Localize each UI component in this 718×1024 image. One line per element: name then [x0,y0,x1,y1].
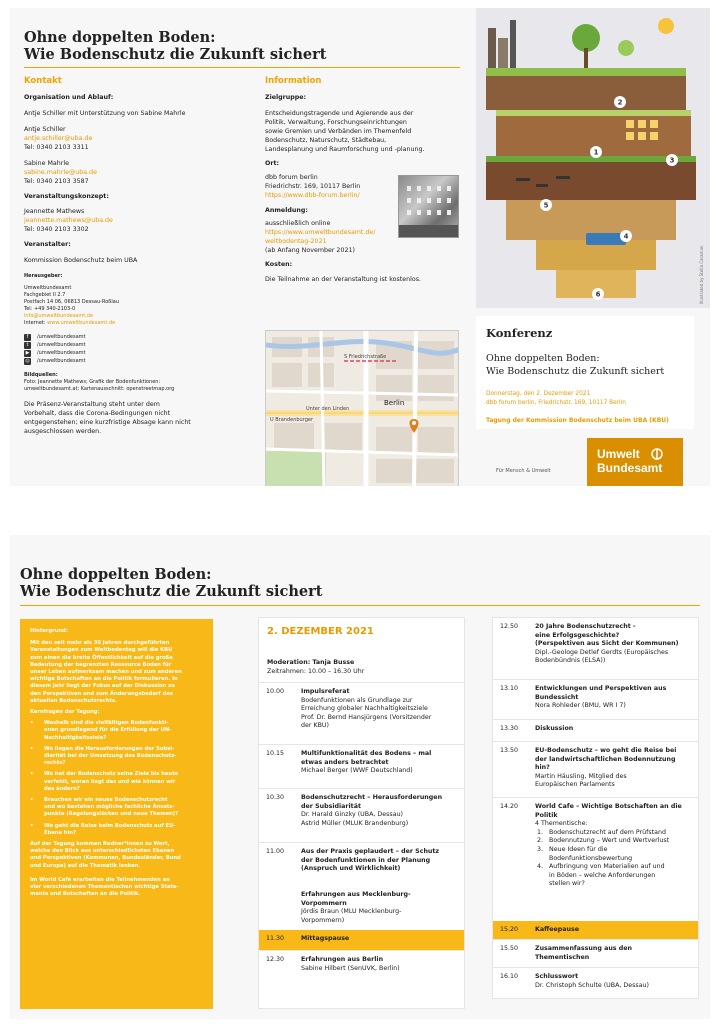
map-label: S Friedrichstraße [344,354,387,360]
title-rule [24,67,460,68]
contact-email-link[interactable]: sabine.mahrle@uba.de [24,169,97,176]
program-row: 11.00 Aus der Praxis geplaudert – der Schutz der Bodenfunktionen in der Planung (Anspruch und Wirklichkeit) [259,842,464,886]
illus-number: 5 [543,201,549,210]
twitter-icon: t [24,342,31,349]
program-row: 16.10 Schlusswort Dr. Christoph Schulte (UBA, Dessau) [493,967,698,1000]
program-row: 10.30 Bodenschutzrecht – Herausforderungen der Subsidiarität Dr. Harald Ginzky (UBA, Dessau) Astrid Müller (MLUK Brandenburg) [259,788,464,842]
instagram-icon: ◎ [25,357,30,364]
contact-name: Sabine Mahrle [24,160,69,167]
kontakt-column [24,76,254,436]
corona-notice: Die Präsenz-Veranstaltung steht unter dem Vorbehalt, dass die Corona-Bedingungen nicht entgegenstehen; eine kurzfristige Absage kann nicht ausgeschlossen werden. [24,401,191,435]
location-map[interactable] [265,330,459,486]
program-row: 12.30 Erfahrungen aus Berlin Sabine Hilbert (SenUVK, Berlin) [259,950,464,980]
program-row: 10.00 Impulsreferat Bodenfunktionen als Grundlage zur Erreichung globaler Nachhaltigkeitsziele Prof. Dr. Bernd Hansjürgens (Vorsitzender der KBU) [259,682,464,744]
contact-phone: Tel: 0340 2103 3587 [24,178,89,185]
kernfragen-label: Kernfragen der Tagung: [30,709,100,716]
social-links [24,333,254,365]
contact-email-link[interactable]: jeannette.mathews@uba.de [24,217,113,224]
soil-illustration-graphic [476,8,710,308]
contact-phone: Tel: 0340 2103 3302 [24,226,89,233]
illus-number: 1 [593,148,599,157]
information-heading: Information [265,76,322,86]
map-graphic [266,331,459,486]
program-row: 15.50 Zusammenfassung aus den Thementischen [493,939,698,967]
worldcafe-text: Im World Café erarbeiten die Teilnehmenden an vier verschiedenen Thementischen wichtige State- ments und Botschaften an die Politik. [30,876,179,898]
contact-phone: Tel: 0340 2103 3311 [24,144,89,151]
org-text: Antje Schiller mit Unterstützung von Sabine Mahrle [24,110,186,117]
map-label: Berlin [384,399,405,407]
program-row: 13.30 Diskussion [493,719,698,741]
anmeldung-text: ausschließlich online https://www.umweltbundesamt.de/ weltbodentag-2021 (ab Anfang November 2021) [265,219,465,255]
kernfrage-item: • Wo geht die Reise beim Bodenschutz auf EU- Ebene hin? [30,822,176,836]
illus-number: 2 [617,98,623,107]
anmeldung-label: Anmeldung: [265,207,308,214]
kernfrage-item: • Brauchen wir ein neues Bodenschutzrecht und wo bestehen mögliche fachliche Ansatz- punkte (Regelungslücken und neue Themen)? [30,797,179,818]
hintergrund-text: Mit den seit mehr als 30 Jahren durchgeführten Veranstaltungen zum Weltbodentag will die KBU zum einen die breite Öffentlichkeit auf die große Bedeutung der begrenzten Ressource Boden für unser Leben aufmerksam machen und zum anderen wichtige Botschaften an die Politik formulieren. In diesem Jahr liegt der Fokus auf der Diskussion zu den Perspektiven und zum Änderungsbedarf des aktuellen Bodenschutzrechts. [30,640,182,704]
bildquellen-text: umweltbundesamt.at; Kartenausschnitt: openstreetmap.org [24,386,175,392]
thementische-list: 1. Bodenschutzrecht auf dem Prüfstand 2. Bodennutzung – Wert und Wertverlust 3. Neue Ideen für die Bodenfunktionsbewertung 4. Aufbringung von Materialien auf und in Böden – welche Anforderungen stellen wir? [537,828,670,888]
venue-website-link[interactable]: https://www.dbb-forum.berlin/ [265,192,360,199]
program-row: 14.20 World Cafe – Wichtige Botschaften an die Politik 4 Thementische: 1. Bodenschutzrecht auf dem Prüfstand 2. Bodennutzung – Wert und Wertverlust 3. Neue Ideen für die Bodenfunktionsbewertung 4. Aufbringung von Materialien auf und in Böden – welche Anforderungen stellen wir? [493,797,698,921]
soil-functions-illustration [476,8,710,308]
zielgruppe-text: Entscheidungstragende und Agierende aus der Politik, Verwaltung, Forschungseinrichtungen sowie Gremien und Verbänden im Themenfeld Bodenschutz, Naturschutz, Städtebau, Landesplanung und Raumforschung und -planung. [265,110,425,153]
program-row: 12.50 20 Jahre Bodenschutzrecht - eine Erfolgsgeschichte? (Perspektiven aus Sicht der Kommunen) Dipl.-Geologe Detlef Gerdts (Europäisches Bodenbündnis (ELSA)) [500,623,679,665]
ort-label: Ort: [265,160,279,167]
konferenz-heading: Konferenz [486,326,553,340]
uba-logo-icon [651,448,663,460]
kernfrage-item: • Wo hat der Bodenschutz seine Ziele bis heute verfehlt, woran liegt das und wie können wir das ändern? [30,771,179,792]
program-row-break: 15.20 Kaffeepause [493,921,698,939]
illus-number: 6 [595,290,601,299]
konferenz-box [476,316,694,429]
veranstalter-text: Kommission Bodenschutz beim UBA [24,257,138,264]
program-row: Erfahrungen aus Mecklenburg- Vorpommern Jördis Braun (MLU Mecklenburg- Vorpommern) [301,891,411,924]
moderation-info: Moderation: Tanja Busse Zeitrahmen: 10.00 – 16.30 Uhr [267,659,365,675]
page-title: Ohne doppelten Boden: Wie Bodenschutz die Zukunft sichert [20,566,323,600]
social-instagram[interactable]: ◎ /umweltbundesamt [25,357,86,364]
konzept-label: Veranstaltungskonzept: [24,193,109,200]
program-row-break: 11.30 Mittagspause [259,930,464,950]
program-column-right [492,617,699,999]
footer-slogan: Für Mensch & Umwelt [496,468,551,474]
program-row: 13.10 Entwicklungen und Perspektiven aus Bundessicht Nora Rohleder (BMU, WR I 7) [493,679,698,719]
social-facebook[interactable]: f /umweltbundesamt [24,333,254,341]
kosten-label: Kosten: [265,261,293,268]
kernfragen-list [30,720,206,837]
org-label: Organisation und Ablauf: [24,94,114,101]
program-date: 2. DEZEMBER 2021 [267,626,374,637]
registration-link[interactable]: weltbodentag-2021 [265,238,327,245]
herausgeber-label: Herausgeber: [24,273,63,279]
social-twitter[interactable]: t /umweltbundesamt [24,341,254,349]
building-photo [398,175,459,238]
contact-name: Antje Schiller [24,126,66,133]
youtube-icon: ▶ [25,349,30,356]
map-label: U Brandenburger [270,417,314,423]
illustration-credit: Illustrated by Stella Caraman [699,245,704,304]
herausgeber-website-link[interactable]: www.umweltbundesamt.de [47,320,116,326]
program-column-left [258,617,465,1009]
illus-number: 3 [669,156,675,165]
bildquellen-label: Bildquellen: [24,372,58,378]
kosten-text: Die Teilnahme an der Veranstaltung ist kostenlos. [265,276,421,283]
tagung-text: Auf der Tagung kommen Redner*innen zu Wort, welche den Blick aus unterschiedlichsten Ebenen und Perspektiven (Kommunen, Bundesländer, Bund und Europa) auf die Thematik lenken. [30,841,181,869]
map-label: Unter den Linden [306,406,350,412]
flyer-front-page [10,8,710,486]
program-row: 10.15 Multifunktionalität des Bodens – mal etwas anders betrachtet Michael Berger (WWF Deutschland) [259,744,464,788]
contact-email-link[interactable]: antje.schiller@uba.de [24,135,93,142]
facebook-icon: f [24,334,31,341]
kernfrage-item: • Weshalb sind die vielfältigen Bodenfunkti- onen grundlegend für die Erfüllung der UN- Nachhaltigkeitsziele? [30,720,172,741]
herausgeber-address: Umweltbundesamt Fachgebiet II 2.7 Postfach 14 06, 06813 Dessau-Roßlau Tel: +49 340-2103-0 info@umweltbundesamt.de Internet: www.umweltbundesamt.de [24,285,254,327]
bildquellen-text: Foto: Jeannette Mathews; Grafik der Bodenfunktionen: [24,379,161,385]
registration-link[interactable]: https://www.umweltbundesamt.de/ [265,229,376,236]
title-rule [20,605,700,606]
uba-logo: Umwelt Bundesamt [587,438,683,486]
kernfrage-item: • Wo liegen die Herausforderungen der Subsi- diarität bei der Umsetzung des Bodenschutz- rechts? [30,745,177,767]
kontakt-heading: Kontakt [24,76,62,86]
konferenz-date-place: Donnerstag, den 2. Dezember 2021 dbb forum berlin, Friedrichstr. 169, 10117 Berlin [486,391,626,406]
herausgeber-email-link[interactable]: info@umweltbundesamt.de [24,313,94,319]
ort-text: dbb forum berlin Friedrichstr. 169, 10117 Berlin https://www.dbb-forum.berlin/ [265,173,465,200]
konferenz-title: Ohne doppelten Boden: Wie Bodenschutz die Zukunft sichert [486,353,665,377]
hintergrund-label: Hintergrund: [30,628,68,634]
hintergrund-box [20,619,213,1009]
page-title: Ohne doppelten Boden: Wie Bodenschutz die Zukunft sichert [24,29,327,63]
illus-number: 4 [623,232,629,241]
program-row: 13.50 EU-Bodenschutz – wo geht die Reise bei der landwirtschaftlichen Bodennutzung hin? Martin Häusling, Mitglied des Europäischen Parlaments [493,741,698,797]
veranstalter-label: Veranstalter: [24,241,71,248]
flyer-program-page [10,535,710,1019]
zielgruppe-label: Zielgruppe: [265,94,307,101]
konferenz-tagung: Tagung der Kommission Bodenschutz beim UBA (KBU) [486,417,669,424]
social-youtube[interactable]: ▶ /umweltbundesamt [25,349,86,356]
contact-name: Jeannette Mathews [24,208,85,215]
